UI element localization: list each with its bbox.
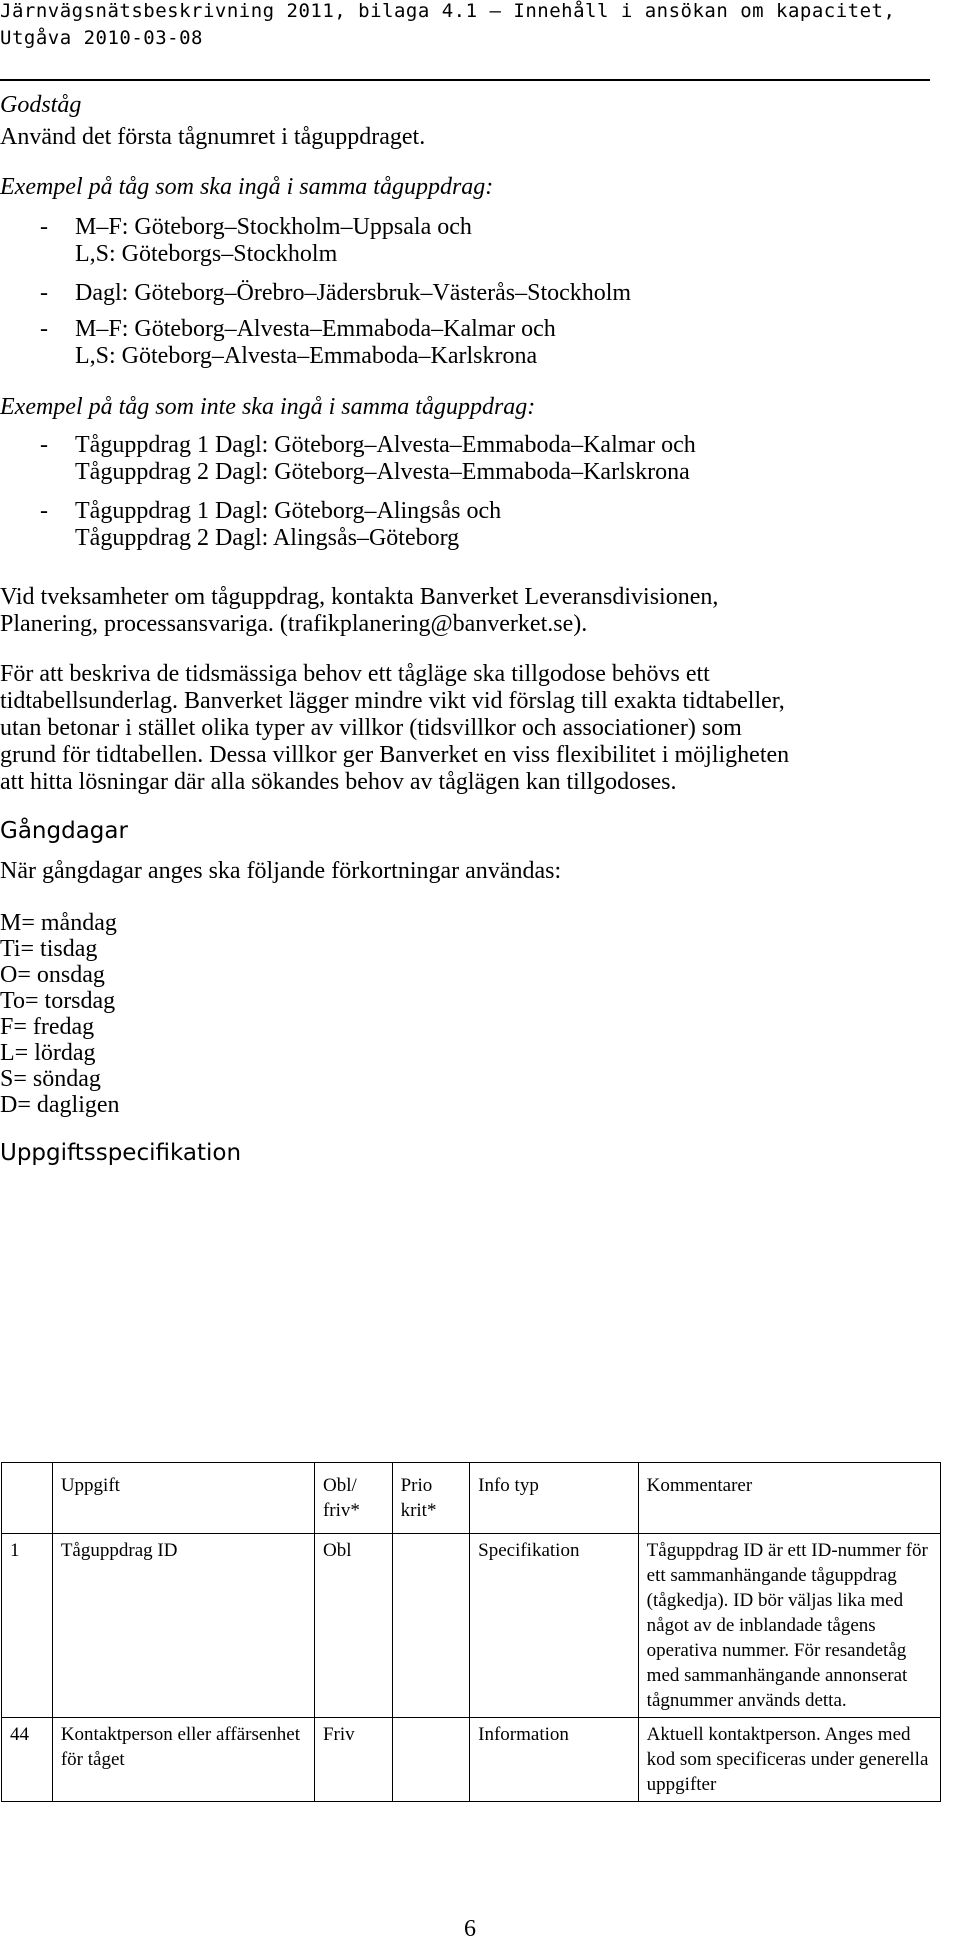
row2-obl: Friv — [314, 1718, 392, 1802]
example1-item-2-line-1: Dagl: Göteborg–Örebro–Jädersbruk–Västerås–Stockholm — [75, 280, 632, 306]
row2-nr: 44 — [2, 1718, 53, 1802]
header-divider — [0, 79, 930, 81]
table-row — [2, 1718, 941, 1802]
example2-item-2-line-1: Tåguppdrag 1 Dagl: Göteborg–Alingsås och — [75, 498, 502, 524]
header-obl: Obl/ friv* — [314, 1463, 392, 1534]
header-line-2: Utgåva 2010-03-08 — [0, 27, 203, 49]
header-uppgift: Uppgift — [52, 1463, 314, 1534]
example1-bullet-2: - — [40, 280, 48, 306]
example1-bullet-1: - — [40, 214, 48, 240]
header-prio: Prio krit* — [392, 1463, 470, 1534]
header-nr — [2, 1463, 53, 1534]
example1-heading: Exempel på tåg som ska ingå i samma tåguppdrag: — [0, 174, 494, 200]
example1-item-1-line-1: M–F: Göteborg–Stockholm–Uppsala och — [75, 214, 472, 240]
godstag-text: Använd det första tågnumret i tåguppdraget. — [0, 124, 426, 150]
row1-prio — [392, 1534, 470, 1718]
header-line-1: Järnvägsnätsbeskrivning 2011, bilaga 4.1 – Innehåll i ansökan om kapacitet, — [0, 0, 896, 22]
example1-item-3-line-2: L,S: Göteborg–Alvesta–Emmaboda–Karlskrona — [75, 343, 538, 369]
day-wednesday: O= onsdag — [0, 962, 105, 988]
spec-table — [1, 1462, 941, 1802]
gangdagar-title: Gångdagar — [0, 818, 128, 844]
row1-uppgift: Tåguppdrag ID — [52, 1534, 314, 1718]
example2-bullet-1: - — [40, 432, 48, 458]
page-number: 6 — [464, 1916, 476, 1942]
row2-uppgift: Kontaktperson eller affärsenhet för tåget — [52, 1718, 314, 1802]
example2-heading: Exempel på tåg som inte ska ingå i samma tåguppdrag: — [0, 394, 536, 420]
describe-line-4: grund för tidtabellen. Dessa villkor ger Banverket en viss flexibilitet i möjligheten — [0, 742, 790, 768]
row1-komm: Tåguppdrag ID är ett ID-nummer för ett sammanhängande tåguppdrag (tågkedja). ID bör väljas lika med något av de inblandade tågens operativa nummer. För resandetåg med sammanhängande annonserat tågnummer används detta. — [638, 1534, 940, 1718]
contact-line-1: Vid tveksamheter om tåguppdrag, kontakta Banverket Leveransdivisionen, — [0, 584, 719, 610]
example2-bullet-2: - — [40, 498, 48, 524]
table-row — [2, 1534, 941, 1718]
header-info: Info typ — [470, 1463, 639, 1534]
spec-header-row — [2, 1463, 941, 1534]
example2-item-1-line-2: Tåguppdrag 2 Dagl: Göteborg–Alvesta–Emmaboda–Karlskrona — [75, 459, 690, 485]
spec-title: Uppgiftsspecifikation — [0, 1140, 242, 1166]
row1-info: Specifikation — [470, 1534, 639, 1718]
example1-item-1-line-2: L,S: Göteborgs–Stockholm — [75, 241, 338, 267]
describe-line-1: För att beskriva de tidsmässiga behov ett tågläge ska tillgodose behövs ett — [0, 661, 710, 687]
contact-line-2: Planering, processansvariga. (trafikplanering@banverket.se). — [0, 611, 588, 637]
example1-item-3-line-1: M–F: Göteborg–Alvesta–Emmaboda–Kalmar och — [75, 316, 556, 342]
describe-line-2: tidtabellsunderlag. Banverket lägger mindre vikt vid förslag till exakta tidtabeller, — [0, 688, 785, 714]
row1-nr: 1 — [2, 1534, 53, 1718]
day-saturday: L= lördag — [0, 1040, 96, 1066]
day-monday: M= måndag — [0, 910, 117, 936]
row2-info: Information — [470, 1718, 639, 1802]
day-friday: F= fredag — [0, 1014, 95, 1040]
gangdagar-intro: När gångdagar anges ska följande förkortningar användas: — [0, 858, 562, 884]
day-sunday: S= söndag — [0, 1066, 101, 1092]
describe-line-5: att hitta lösningar där alla sökandes behov av tåglägen kan tillgodoses. — [0, 769, 677, 795]
godstag-title: Godståg — [0, 92, 82, 118]
header-komm: Kommentarer — [638, 1463, 940, 1534]
row2-komm: Aktuell kontaktperson. Anges med kod som specificeras under generella uppgifter — [638, 1718, 940, 1802]
day-thursday: To= torsdag — [0, 988, 116, 1014]
describe-line-3: utan betonar i stället olika typer av villkor (tidsvillkor och associationer) som — [0, 715, 742, 741]
example2-item-2-line-2: Tåguppdrag 2 Dagl: Alingsås–Göteborg — [75, 525, 460, 551]
row2-prio — [392, 1718, 470, 1802]
day-tuesday: Ti= tisdag — [0, 936, 98, 962]
day-daily: D= dagligen — [0, 1092, 120, 1118]
row1-obl: Obl — [314, 1534, 392, 1718]
example1-bullet-3: - — [40, 316, 48, 342]
example2-item-1-line-1: Tåguppdrag 1 Dagl: Göteborg–Alvesta–Emmaboda–Kalmar och — [75, 432, 696, 458]
